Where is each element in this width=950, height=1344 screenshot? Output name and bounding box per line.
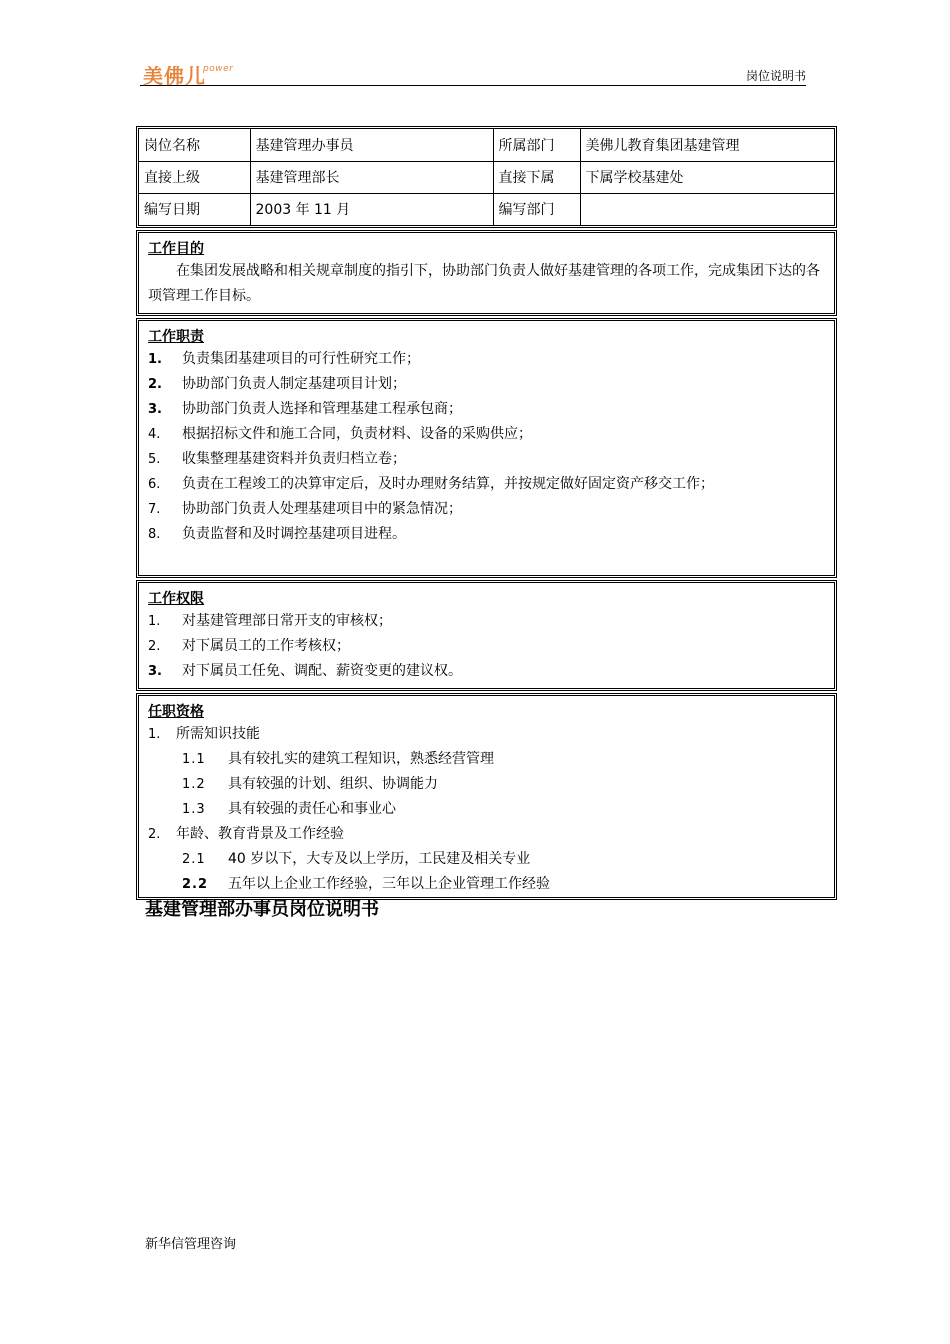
info-label: 直接下属 — [493, 161, 580, 193]
qualification-sub-text: 具有较强的计划、组织、协调能力 — [228, 776, 438, 792]
authority-item — [148, 634, 825, 659]
qualifications-title: 任职资格 — [148, 704, 204, 720]
duties-title: 工作职责 — [148, 329, 204, 345]
qualification-sub-number: 2.2 — [182, 877, 209, 892]
qualification-sub-number: 1.1 — [182, 752, 206, 767]
qualification-sub-item — [148, 772, 825, 797]
page-header — [140, 58, 806, 86]
duties-list — [148, 347, 825, 547]
authority-number: 2. — [148, 639, 161, 654]
qualification-sub-text: 40 岁以下，大专及以上学历，工民建及相关专业 — [228, 851, 531, 867]
duty-text: 负责集团基建项目的可行性研究工作； — [182, 351, 420, 367]
logo-sup-text: power — [203, 64, 234, 74]
info-value: 下属学校基建处 — [580, 161, 834, 193]
qualifications-section — [136, 693, 837, 900]
authority-section — [136, 580, 837, 691]
duty-item — [148, 347, 825, 372]
info-value: 基建管理办事员 — [250, 129, 493, 161]
qualification-sub-item — [148, 797, 825, 822]
authority-title: 工作权限 — [148, 591, 204, 607]
info-value: 2003 年 11 月 — [250, 193, 493, 225]
duty-text: 收集整理基建资料并负责归档立卷； — [182, 451, 406, 467]
authority-number: 1. — [148, 614, 161, 629]
info-value: 基建管理部长 — [250, 161, 493, 193]
duty-item — [148, 397, 825, 422]
duties-section — [136, 318, 837, 578]
duty-number: 5. — [148, 452, 161, 467]
info-row — [139, 193, 834, 225]
info-row — [139, 161, 834, 193]
logo-text: 美佛儿 — [143, 64, 206, 88]
duty-text: 负责监督和及时调控基建项目进程。 — [182, 526, 406, 542]
qualification-sub-item — [148, 847, 825, 872]
duty-number: 4. — [148, 427, 161, 442]
duty-number: 8. — [148, 527, 161, 542]
duty-item — [148, 372, 825, 397]
document-title: 基建管理部办事员岗位说明书 — [145, 899, 379, 920]
duty-number: 7. — [148, 502, 161, 517]
duty-text: 负责在工程竣工的决算审定后，及时办理财务结算，并按规定做好固定资产移交工作； — [182, 476, 714, 492]
authority-item — [148, 609, 825, 634]
info-row — [139, 129, 834, 161]
authority-text: 对下属员工任免、调配、薪资变更的建议权。 — [182, 663, 462, 679]
info-label: 直接上级 — [139, 161, 250, 193]
qualification-sub-text: 具有较扎实的建筑工程知识，熟悉经营管理 — [228, 751, 494, 767]
qualifications-list — [148, 722, 825, 897]
duty-item — [148, 422, 825, 447]
qualification-group-number: 1. — [148, 727, 161, 742]
info-value — [580, 193, 834, 225]
purpose-title: 工作目的 — [148, 241, 204, 257]
duty-number: 6. — [148, 477, 161, 492]
authority-item — [148, 659, 825, 684]
info-value: 美佛儿教育集团基建管理 — [580, 129, 834, 161]
duty-item — [148, 472, 825, 497]
duty-text: 协助部门负责人制定基建项目计划； — [182, 376, 406, 392]
qualification-sub-item — [148, 872, 825, 897]
authority-number: 3. — [148, 664, 162, 679]
qualification-sub-number: 1.2 — [182, 777, 206, 792]
info-label: 编写部门 — [493, 193, 580, 225]
duty-text: 根据招标文件和施工合同，负责材料、设备的采购供应； — [182, 426, 532, 442]
doc-type-label: 岗位说明书 — [745, 69, 806, 83]
purpose-text: 在集团发展战略和相关规章制度的指引下，协助部门负责人做好基建管理的各项工作，完成集团下达的各项管理工作目标。 — [148, 263, 820, 304]
qualification-sub-text: 五年以上企业工作经验，三年以上企业管理工作经验 — [228, 876, 550, 892]
duty-item — [148, 522, 825, 547]
info-label: 所属部门 — [493, 129, 580, 161]
duty-number: 2. — [148, 377, 162, 392]
qualification-sub-number: 2.1 — [182, 852, 206, 867]
duty-item — [148, 447, 825, 472]
duty-number: 3. — [148, 402, 162, 417]
qualification-sub-item — [148, 747, 825, 772]
qualification-group-text: 所需知识技能 — [176, 726, 260, 742]
company-logo — [143, 66, 277, 88]
info-block — [136, 126, 837, 228]
authority-list — [148, 609, 825, 684]
qualification-sub-text: 具有较强的责任心和事业心 — [228, 801, 396, 817]
qualification-group — [148, 822, 825, 847]
purpose-section — [136, 230, 837, 316]
authority-text: 对基建管理部日常开支的审核权； — [182, 613, 392, 629]
authority-text: 对下属员工的工作考核权； — [182, 638, 350, 654]
qualification-group — [148, 722, 825, 747]
duty-number: 1. — [148, 352, 162, 367]
duty-item — [148, 497, 825, 522]
info-label: 编写日期 — [139, 193, 250, 225]
info-table — [139, 129, 834, 225]
info-label: 岗位名称 — [139, 129, 250, 161]
qualification-group-number: 2. — [148, 827, 161, 842]
job-description-form — [136, 126, 837, 900]
qualification-group-text: 年龄、教育背景及工作经验 — [176, 826, 344, 842]
duty-text: 协助部门负责人选择和管理基建工程承包商； — [182, 401, 462, 417]
qualification-sub-number: 1.3 — [182, 802, 206, 817]
footer-text: 新华信管理咨询 — [145, 1237, 237, 1252]
duty-text: 协助部门负责人处理基建项目中的紧急情况； — [182, 501, 462, 517]
